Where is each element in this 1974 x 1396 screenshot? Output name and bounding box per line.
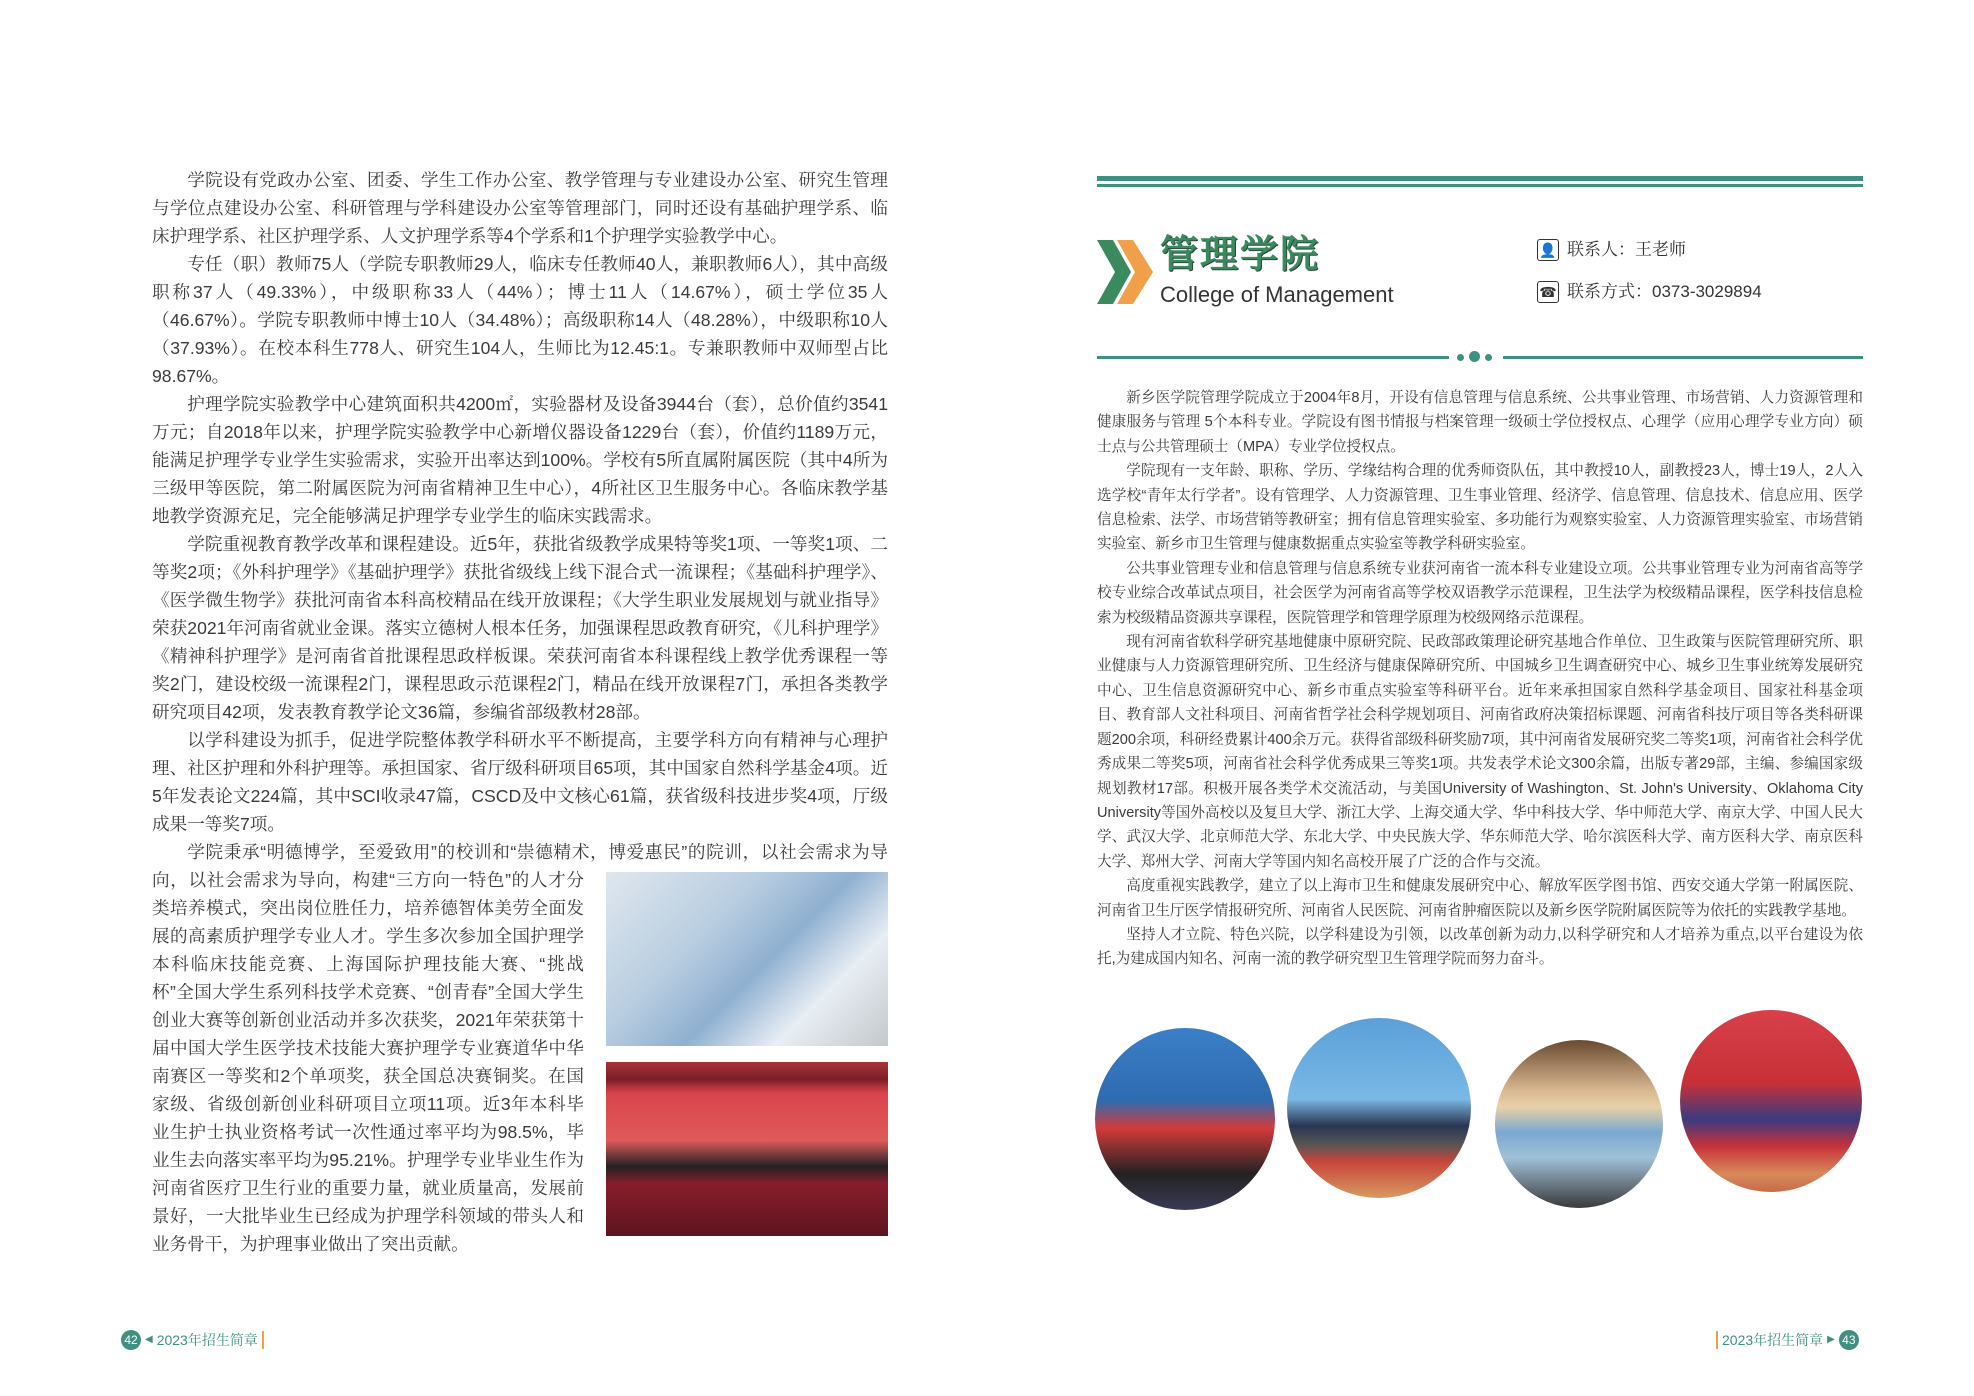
header-rule <box>1097 184 1863 187</box>
contact-phone <box>1537 280 1762 304</box>
paragraph: 学院秉承“明德博学，至爱致用”的校训和“崇德精术，博爱惠民”的院训，以社会需求为导向，以社会需求为导向，构建“三方向一特色”的人才分类培养模式，突出岗位胜任力，培养德智体美劳全面发展的高素质护理学专业人才。学生多次参加全国护理学本科临床技能竞赛、上海国际护理技能大赛、“挑战杯”全国大学生系列科技学术竞赛、“创青春”全国大学生创业大赛等创新创业活动并多次获奖，2021年荣获第十届中国大学生医学技术技能大赛护理学专业赛道华中华南赛区一等奖和2个单项奖，获全国总决赛铜奖。在国家级、省级创新创业科研项目立项11项。近3年本科毕业生护士执业资格考试一次性通过率平均为98.5%，毕业生去向落实率平均为95.21%。护理学专业毕业生作为河南省医疗卫生行业的重要力量，就业质量高，发展前景好，一大批毕业生已经成为护理学科领域的带头人和业务骨干，为护理事业做出了突出贡献。 <box>152 842 888 1254</box>
paragraph: 公共事业管理专业和信息管理与信息系统专业获河南省一流本科专业建设立项。公共事业管理专业为河南省高等学校专业综合改革试点项目，社会医学为河南省高等学校双语教学示范课程，卫生法学为校级精品课程，医学科技信息检索为校级精品资源共享课程，医院管理学和管理学原理为校级网络示范课程。 <box>1097 560 1863 626</box>
paragraph: 学院现有一支年龄、职称、学历、学缘结构合理的优秀师资队伍，其中教授10人，副教授23人，博士19人，2人入选学校“青年太行学者”。设有管理学、人力资源管理、卫生事业管理、经济学、信息管理、信息技术、信息应用、医学信息检索、法学、市场营销等教研室；拥有信息管理实验室、多功能行为观察实验室、人力资源管理实验室、市场营销实验室、新乡市卫生管理与健康数据重点实验室等教学科研实验室。 <box>1097 463 1863 553</box>
paragraph: 新乡医学院管理学院成立于2004年8月，开设有信息管理与信息系统、公共事业管理、市场营销、人力资源管理和健康服务与管理 5个本科专业。学院设有图书情报与档案管理一级硕士学位授权点、心理学（应用心理学专业方向）硕士点与公共管理硕士（MPA）专业学位授权点。 <box>1097 390 1863 455</box>
page-number: 42 <box>121 1330 141 1350</box>
paragraph: 高度重视实践教学，建立了以上海市卫生和健康发展研究中心、解放军医学图书馆、西安交通大学第一附属医院、河南省卫生厅医学情报研究所、河南省人民医院、河南省肿瘤医院以及新乡医学院附属医院等为依托的实践教学基地。 <box>1097 878 1863 919</box>
footer-bar <box>1716 1331 1718 1349</box>
right-page-body <box>1097 386 1863 972</box>
phone-icon: ☎ <box>1537 281 1559 303</box>
paragraph: 学院设有党政办公室、团委、学生工作办公室、教学管理与专业建设办公室、研究生管理与学位点建设办公室、科研管理与学科建设办公室等管理部门，同时还设有基础护理学系、临床护理学系、社区护理学系、人文护理学系等4个学系和1个护理学实验教学中心。 <box>152 170 888 246</box>
footer-label: 2023年招生简章 <box>1722 1332 1824 1348</box>
paragraph: 专任（职）教师75人（学院专职教师29人，临床专任教师40人，兼职教师6人），其中高级职称37人（49.33%），中级职称33人（44%）；博士11人（14.67%），硕士学位35人（46.67%）。学院专职教师中博士10人（34.48%）；高级职称14人（48.28%），中级职称10人（37.93%）。在校本科生778人、研究生104人，生师比为12.45:1。专兼职教师中双师型占比98.67%。 <box>152 254 888 386</box>
divider-dot <box>1485 354 1492 361</box>
header-rule <box>1097 176 1863 181</box>
paragraph: 坚持人才立院、特色兴院，以学科建设为引领，以改革创新为动力,以科学研究和人才培养为重点,以平台建设为依托,为建成国内知名、河南一流的教学研究型卫生管理学院而努力奋斗。 <box>1097 926 1863 968</box>
right-footer <box>1716 1330 1859 1350</box>
paragraph: 学院重视教育教学改革和课程建设。近5年，获批省级教学成果特等奖1项、一等奖1项、二等奖2项；《外科护理学》《基础护理学》获批省级线上线下混合式一流课程；《基础科护理学》、《医学微生物学》获批河南省本科高校精品在线开放课程；《大学生职业发展规划与就业指导》荣获2021年河南省就业金课。落实立德树人根本任务，加强课程思政教育研究，《儿科护理学》《精神科护理学》是河南省首批课程思政样板课。荣获河南省本科课程线上教学优秀课程一等奖2门，建设校级一流课程2门，课程思政示范课程2门，精品在线开放课程7门，承担各类教学研究项目42项，发表教育教学论文36篇，参编省部级教材28部。 <box>152 534 888 722</box>
photo-column <box>606 872 888 1252</box>
page-number: 43 <box>1839 1330 1859 1350</box>
contact-person-text: 联系人：王老师 <box>1567 240 1686 259</box>
contact-person <box>1537 238 1686 262</box>
contact-phone-text: 联系方式：0373-3029894 <box>1567 282 1762 301</box>
divider-dot <box>1457 354 1464 361</box>
paragraph: 以学科建设为抓手，促进学院整体教学科研水平不断提高，主要学科方向有精神与心理护理、社区护理和外科护理等。承担国家、省厅级科研项目65项，其中国家自然科学基金4项。近5年发表论文224篇，其中SCI收录47篇，CSCD及中文核心61篇，获省级科技进步奖4项，厅级成果一等奖7项。 <box>152 730 888 834</box>
footer-bar <box>262 1331 264 1349</box>
graduation-ceremony-photo <box>606 1062 888 1236</box>
college-title: 管理学院 <box>1160 234 1321 276</box>
college-title-en: College of Management <box>1160 282 1394 307</box>
divider-dot <box>1469 351 1480 362</box>
graduation-photo <box>1680 1010 1862 1192</box>
triangle-left-icon: ◀ <box>145 1334 153 1345</box>
chevron-logo-icon <box>1097 240 1157 304</box>
divider-line <box>1503 356 1863 359</box>
paragraph: 护理学院实验教学中心建筑面积共4200㎡，实验器材及设备3944台（套），总价值约3541万元；自2018年以来，护理学院实验教学中心新增仪器设备1229台（套），价值约1189万元，能满足护理学专业学生实验需求，实验开出率达到100%。学校有5所直属附属医院（其中4所为三级甲等医院，第二附属医院为河南省精神卫生中心），4所社区卫生服务中心。各临床教学基地教学资源充足，完全能够满足护理学专业学生的临床实践需求。 <box>152 394 888 526</box>
nursing-skills-photo <box>606 872 888 1046</box>
forum-photo <box>1287 1018 1471 1198</box>
paragraph: 现有河南省软科学研究基地健康中原研究院、民政部政策理论研究基地合作单位、卫生政策与医院管理研究所、职业健康与人力资源管理研究所、卫生经济与健康保障研究所、中国城乡卫生调查研究中心、城乡卫生事业统筹发展研究中心、卫生信息资源研究中心、新乡市重点实验室等科研平台。近年来承担国家自然科学基金项目、国家社科基金项目、教育部人文社科项目、河南省哲学社会科学规划项目、河南省政府决策招标课题、河南省科技厅项目等各类科研课题200余项，科研经费累计400余万元。获得省部级科研奖励7项，其中河南省发展研究奖二等奖1项，河南省社会科学优秀成果二等奖5项，河南省社会科学优秀成果三等奖1项。共发表学术论文300余篇，出版专著29部，主编、参编国家级规划教材17部。积极开展各类学术交流活动，与美国University of Washington、St. John's University、Oklahoma City University等国外高校以及复旦大学、浙江大学、上海交通大学、华中科技大学、华中师范大学、南京大学、中国人民大学、武汉大学、北京师范大学、东北大学、中央民族大学、华东师范大学、哈尔滨医科大学、南方医科大学、南京医科大学、郑州大学、河南大学等国内知名高校开展了广泛的合作与交流。 <box>1097 634 1863 870</box>
footer-label: 2023年招生简章 <box>156 1332 258 1348</box>
divider-line <box>1097 356 1449 359</box>
left-page-body <box>152 166 888 1258</box>
competition-group-photo <box>1095 1028 1275 1210</box>
person-icon: 👤 <box>1537 239 1559 261</box>
press-conference-photo <box>1495 1040 1663 1208</box>
triangle-right-icon: ▶ <box>1827 1334 1835 1345</box>
left-footer <box>121 1330 264 1350</box>
